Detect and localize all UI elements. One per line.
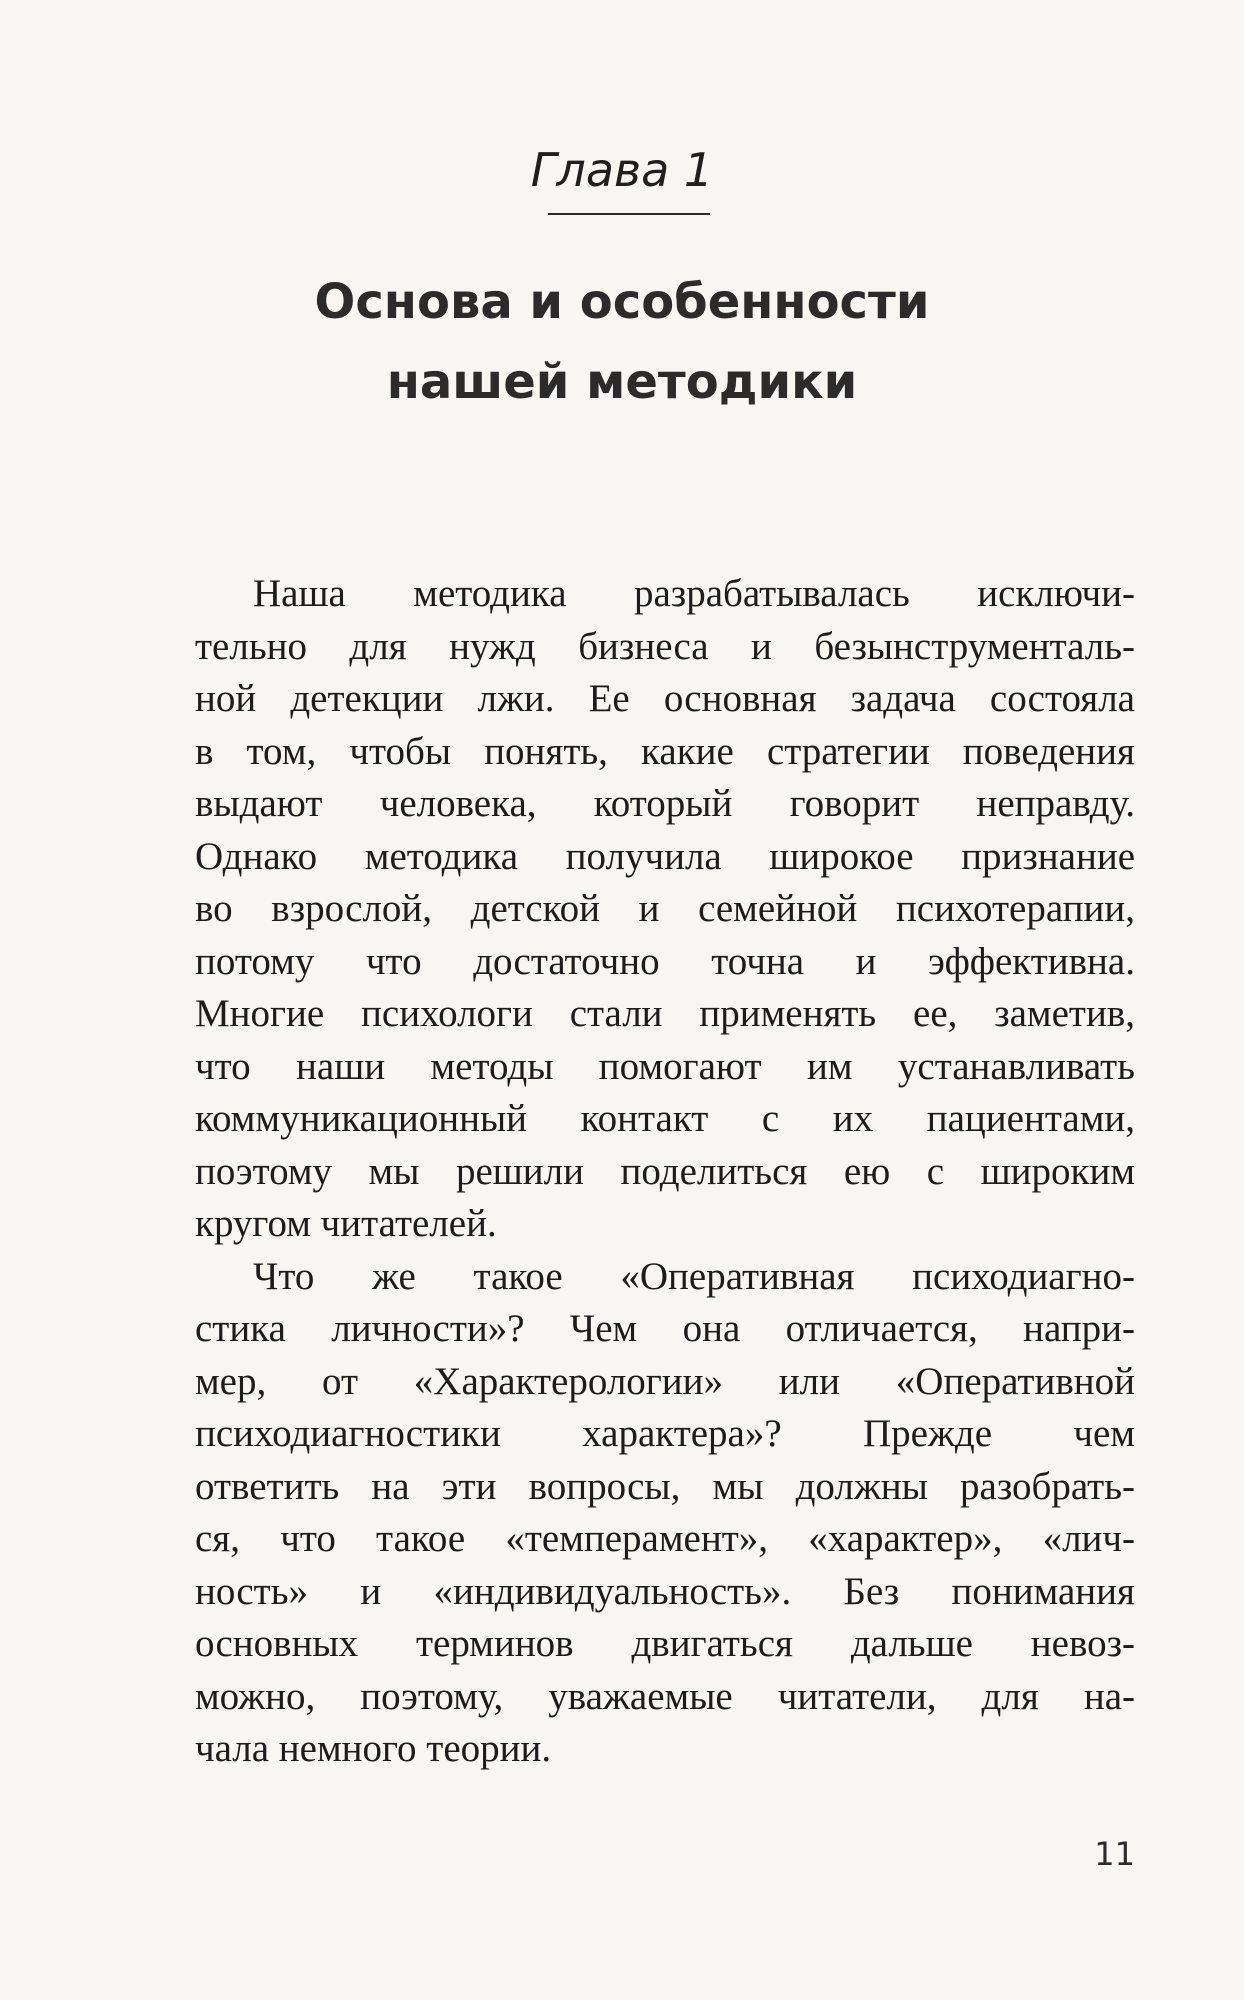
chapter-label: Глава 1: [530, 143, 714, 197]
text-line: кругом читателей.: [195, 1202, 497, 1245]
text-line: в том, чтобы понять, какие стратегии поведения: [195, 729, 1135, 773]
text-line: мер, от «Характерологии» или «Оперативной: [195, 1359, 1135, 1403]
text-line: коммуникационный контакт с их пациентами,: [195, 1097, 1135, 1140]
text-line: что наши методы помогают им устанавливать: [195, 1044, 1135, 1088]
text-line: психодиагностики характера»? Прежде чем: [195, 1412, 1135, 1455]
text-line: стика личности»? Чем она отличается, напри-: [195, 1307, 1135, 1350]
text-line: Однако методика получила широкое признание: [195, 834, 1135, 878]
text-line: основных терминов двигаться дальше невоз-: [195, 1622, 1135, 1665]
text-line: чала немного теории.: [195, 1727, 552, 1770]
chapter-underline: [548, 213, 710, 215]
text-line: Наша методика разрабатывалась исключи-: [253, 572, 1135, 615]
text-line: во взрослой, детской и семейной психотерапии,: [195, 887, 1135, 930]
text-line: выдают человека, который говорит неправду.: [195, 782, 1135, 825]
text-line: ность» и «индивидуальность». Без понимания: [195, 1569, 1135, 1613]
chapter-title-line: нашей методики: [386, 354, 858, 410]
text-line: поэтому мы решили поделиться ею с широким: [195, 1149, 1135, 1193]
text-line: ной детекции лжи. Ее основная задача состояла: [195, 677, 1135, 720]
body-text: [195, 568, 1135, 1776]
text-line: Что же такое «Оперативная психодиагно-: [253, 1254, 1135, 1298]
text-line: ответить на эти вопросы, мы должны разобрать-: [195, 1464, 1135, 1508]
text-line: Многие психологи стали применять ее, заметив,: [195, 992, 1135, 1035]
chapter-title: [0, 262, 1244, 422]
chapter-title-line: Основа и особенности: [314, 274, 930, 330]
text-line: потому что достаточно точна и эффективна.: [195, 939, 1135, 983]
text-line: ся, что такое «темперамент», «характер», «лич-: [195, 1517, 1135, 1560]
text-line: можно, поэтому, уважаемые читатели, для на-: [195, 1674, 1135, 1718]
paragraph-1: [195, 568, 1135, 1251]
text-line: тельно для нужд бизнеса и безынструменталь-: [195, 624, 1135, 668]
paragraph-2: [195, 1251, 1135, 1776]
page-number: 11: [1094, 1835, 1135, 1873]
